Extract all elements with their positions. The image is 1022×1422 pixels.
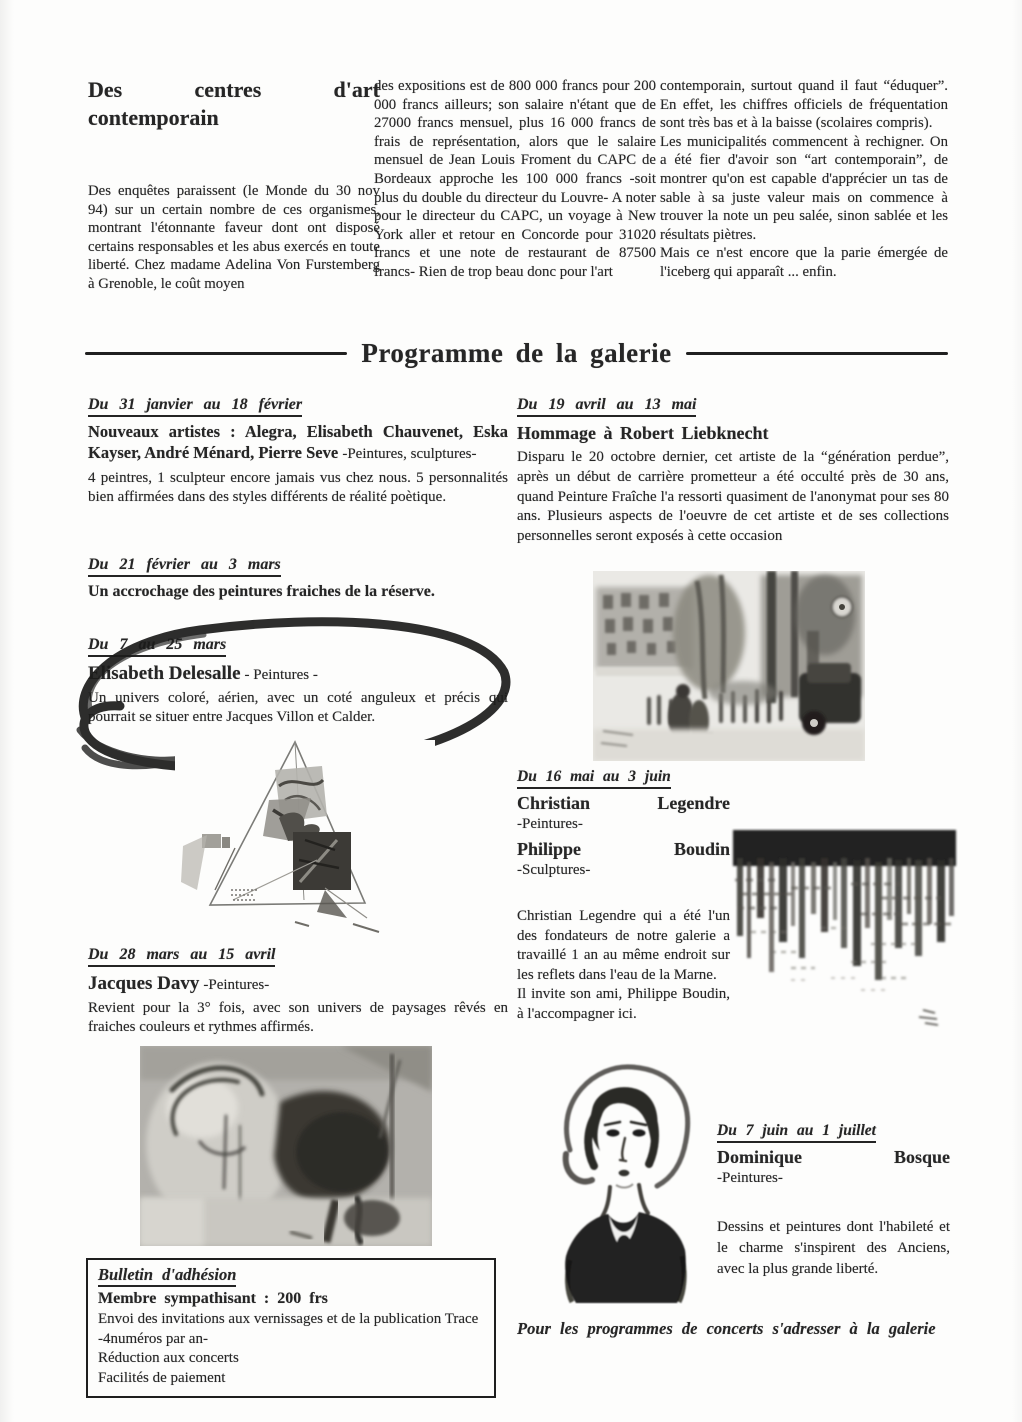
entry-title [88,421,508,465]
article-paragraph: Mais ce n'est encore que la parie émergée de l'iceberg qui apparaît ... enfin. [660,245,948,280]
entry-delesalle [88,636,508,727]
entry-medium: -Peintures- [203,977,270,993]
entry-date: Du 7 juin au 1 juillet [717,1122,876,1143]
entry-artist: Elisabeth Delesalle [88,663,241,684]
program-header [85,333,948,373]
entry-artist: Jacques Davy [88,973,200,994]
delesalle-artwork-image [175,740,435,940]
entry-legendre-boudin [517,768,730,1024]
entry-medium: - Peintures - [244,667,318,683]
article-title-line1: Des centres d'art [88,77,380,102]
bulletin-title: Bulletin d'adhésion [98,1265,236,1287]
article-paragraph: Les municipalités commencent à rechigner. On a été fier d'avoir son “art contemporain”, de montrer qu'on est capable d'apprécier un tas de sable à sa juste valeur mais on commence à trouver la note un peu salée, sinon sablée et les résultats piètres. [660,133,948,243]
entry-date: Du 7 au 25 mars [88,636,226,657]
entry-date: Du 19 avril au 13 mai [517,396,696,417]
davy-artwork-image [140,1046,432,1246]
entry-date: Du 16 mai au 3 juin [517,768,671,789]
bulletin-line: Réduction aux concerts [98,1350,239,1366]
entry-description: Un univers coloré, aérien, avec un coté anguleux et précis qui pourrait se situer entre Jacques Villon et Calder. [88,690,508,725]
entry-date: Du 28 mars au 15 avril [88,946,275,967]
entry-paragraph: Christian Legendre qui a été l'un des fondateurs de notre galerie a travaillé 1 an au même endroit sur les reflets dans l'eau de la Marne. [517,908,730,983]
article-column-3 [660,77,948,282]
entry-bosque [717,1122,950,1280]
entry-description: Disparu le 20 octobre dernier, cet artiste de la “génération perdue”, après un début de carrière prometteur a été occulté près de 30 ans, quand Peinture Fraîche l'a ressorti quasiment de l'anonymat pour ses 80 ans. Plusieurs aspects de l'oeuvre de cet artiste et de ses collections personnelles seront exposés à cette occasion [517,449,949,545]
entry-description: 4 peintres, 1 sculpteur encore jamais vus chez nous. 5 personnalités bien affirmées dans des styles différents de réalité poètique. [88,470,508,505]
entry-date: Du 31 janvier au 18 février [88,396,302,417]
entry-artist-line [88,663,508,685]
bosque-artwork-image [536,1054,708,1304]
entry-medium: -Sculptures- [517,862,591,878]
bulletin-line: Facilités de paiement [98,1369,226,1386]
bulletin-adhesion-box [86,1258,496,1398]
bulletin-member-line: Membre sympathisant : 200 frs [98,1290,328,1307]
concerts-note: Pour les programmes de concerts s'adresser à la galerie [517,1319,936,1338]
article-column-1 [88,76,380,294]
entry-paragraph: Il invite son ami, Philippe Boudin, à l'accompagner ici. [517,986,730,1022]
entry-artist-line [88,973,508,995]
article-paragraph: des expositions est de 800 000 francs pour 200 000 francs ailleurs; son salaire n'étant que de 27000 francs mensuel, plus 16 000 francs de frais de représentation, alors que le salaire mensuel de Jean Louis Froment du CAPC de Bordeaux approche les 100 000 francs -soit plus du double du directeur du Louvre- A noter pour le directeur du CAPC, un voyage à New York aller et retour en Concorde pour 31020 francs et une note de restaurant de 87500 francs- Rien de trop beau donc pour l'art [374,78,656,280]
entry-medium: -Peintures- [517,816,583,832]
entry-liebknecht [517,396,949,547]
article-title [88,76,380,132]
entry-description: Revient pour la 3° fois, avec son univers de paysages rêvés en fraiches couleurs et rythmes affirmés. [88,1000,508,1035]
legendre-artwork-image [731,828,958,1034]
entry-date: Du 21 février au 3 mars [88,556,281,577]
entry-accrochage [88,556,508,602]
article-column-2 [374,77,656,282]
entry-artist: Christian Legendre [517,793,730,813]
program-title: Programme de la galerie [361,337,672,368]
entry-description [517,907,730,1024]
article-paragraph: contemporain, surtout quand il faut “éduquer”. En effet, les chiffres officiels de fréquentation sont très bas et à la baisse (scolaires compris). [660,78,948,132]
bulletin-line: Envoi des invitations aux vernissages et de la publication Trace -4numéros par an- [98,1311,479,1347]
entry-title: Hommage à Robert Liebknecht [517,423,769,443]
entry-description: Un accrochage des peintures fraiches de la réserve. [88,583,435,600]
article-paragraph: Des enquêtes paraissent (le Monde du 30 nov 94) sur un certain nombre de ces organismes, montrant l'étonnante faveur dont ont disposé certains responsables et les abus exercés en toute liberté. Chez madame Adelina Von Furstemberg à Grenoble, le coût moyen [88,183,380,292]
liebknecht-artwork-image [593,571,865,761]
entry-artist: Philippe Boudin [517,839,730,859]
header-rule-right [686,352,948,355]
entry-description: Dessins et peintures dont l'habileté et le charme s'inspirent des Anciens, avec la plus grande liberté. [717,1219,950,1277]
entry-artists: Nouveaux artistes : Alegra, Elisabeth Chauvenet, Eska Kayser, André Ménard, Pierre Seve [88,422,508,462]
entry-medium: -Peintures, sculptures- [342,446,477,462]
entry-nouveaux-artistes [88,396,508,507]
article-title-line2: contemporain [88,105,219,130]
entry-medium: -Peintures- [717,1170,783,1186]
header-rule-left [85,352,347,355]
entry-artist: Dominique Bosque [717,1147,950,1167]
entry-davy [88,946,508,1037]
